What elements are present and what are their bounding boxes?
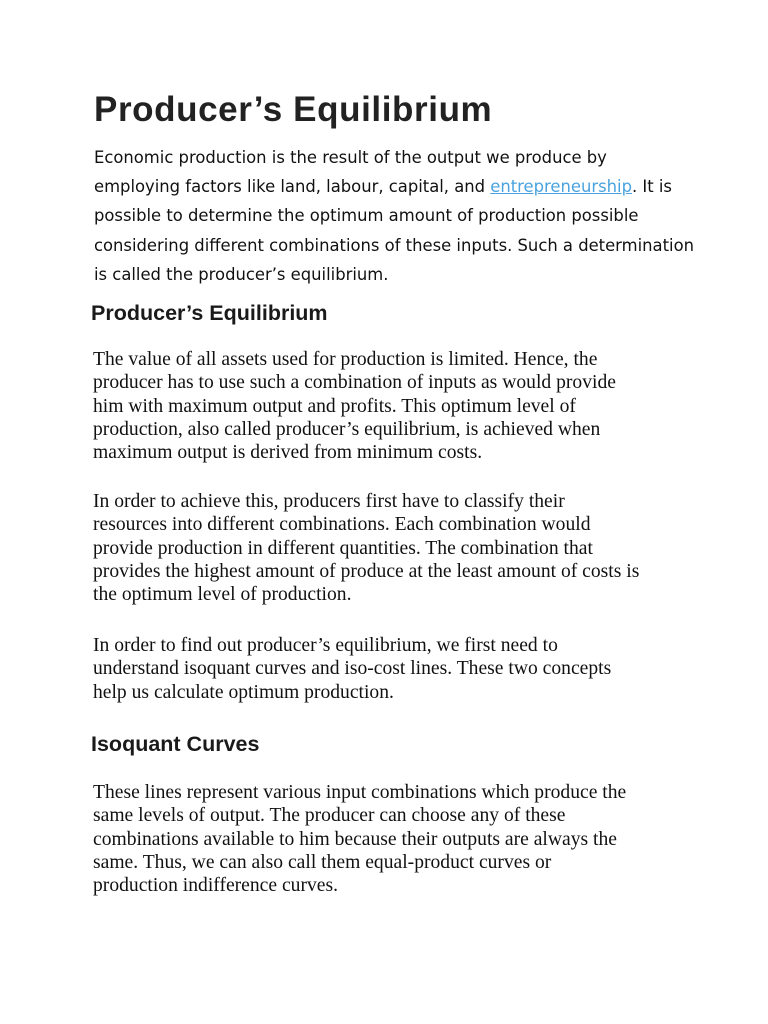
paragraph-line: same. Thus, we can also call them equal-product curves or bbox=[93, 851, 552, 873]
paragraph-line: same levels of output. The producer can choose any of these bbox=[93, 805, 566, 827]
paragraph-line: resources into different combinations. Each combination would bbox=[93, 514, 591, 536]
paragraph-line: production indifference curves. bbox=[93, 875, 339, 897]
body-paragraph-2 bbox=[93, 490, 693, 606]
body-paragraph-3 bbox=[93, 634, 693, 704]
body-paragraph-4 bbox=[93, 781, 693, 897]
paragraph-line: In order to achieve this, producers first have to classify their bbox=[93, 491, 565, 512]
section-heading-isoquant-curves: Isoquant Curves bbox=[91, 732, 260, 756]
paragraph-line: In order to find out producer’s equilibrium, we first need to bbox=[93, 635, 558, 656]
paragraph-line: producer has to use such a combination of inputs as would provide bbox=[93, 372, 616, 394]
paragraph-line: production, also called producer’s equilibrium, is achieved when bbox=[93, 418, 601, 440]
paragraph-line: the optimum level of production. bbox=[93, 584, 352, 606]
paragraph-line: help us calculate optimum production. bbox=[93, 681, 394, 703]
body-paragraph-1 bbox=[93, 348, 693, 464]
paragraph-line: The value of all assets used for production is limited. Hence, the bbox=[93, 349, 598, 370]
paragraph-line: maximum output is derived from minimum costs. bbox=[93, 442, 483, 464]
paragraph-line: combinations available to him because their outputs are always the bbox=[93, 828, 617, 850]
entrepreneurship-link[interactable]: entrepreneurship bbox=[490, 177, 632, 197]
paragraph-line: provide production in different quantities. The combination that bbox=[93, 537, 593, 559]
paragraph-line: understand isoquant curves and iso-cost lines. These two concepts bbox=[93, 658, 612, 680]
paragraph-line: These lines represent various input combinations which produce the bbox=[93, 782, 627, 803]
paragraph-line: him with maximum output and profits. This optimum level of bbox=[93, 395, 576, 417]
section-heading-producers-equilibrium: Producer’s Equilibrium bbox=[91, 301, 328, 325]
intro-text-start: Economic production is the result of the output we produce by employing factors like land, labour, capital, and bbox=[94, 148, 607, 197]
page-title: Producer’s Equilibrium bbox=[94, 90, 493, 129]
intro-text-end: . It is possible to determine the optimum amount of production possible considering different combinations of these inputs. Such a determination is called the producer’s equilibrium. bbox=[94, 177, 694, 284]
paragraph-line: provides the highest amount of produce at the least amount of costs is bbox=[93, 560, 640, 582]
intro-paragraph bbox=[94, 143, 694, 289]
